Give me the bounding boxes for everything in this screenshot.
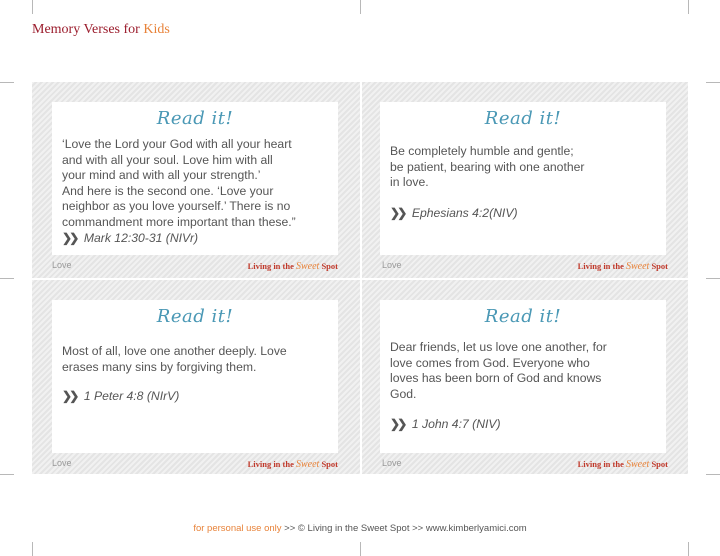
reference-text: 1 John 4:7 (NIV) [411, 417, 501, 431]
brand-text: Sweet [296, 459, 320, 470]
brand-text: Sweet [296, 261, 320, 272]
brand-text: Sweet [626, 459, 650, 470]
crop-mark [0, 278, 14, 279]
verse-line: And here is the second one. ‘Love your [62, 183, 274, 198]
reference-text: 1 Peter 4:8 (NIrV) [83, 389, 180, 403]
page-title-accent: Kids [143, 22, 170, 37]
verse-line: Be completely humble and gentle; [390, 144, 574, 158]
verse-line: your mind and with all your strength.’ [62, 168, 261, 183]
double-chevron-right-icon: ❯❯ [62, 231, 77, 245]
crop-mark [688, 0, 689, 14]
verse-line: in love. [390, 175, 429, 190]
verse-line: Dear friends, let us love one another, for [390, 340, 607, 354]
verse-text [390, 144, 656, 191]
reference-text: Ephesians 4:2(NIV) [411, 206, 518, 220]
card-body [380, 300, 666, 453]
verse-line: be patient, bearing with one another [390, 159, 585, 174]
crop-mark [706, 278, 720, 279]
card-topic: Love [382, 458, 402, 468]
copyright-text: >> © Living in the Sweet Spot >> www.kimberlyamici.com [284, 523, 527, 534]
verse-reference [390, 417, 501, 431]
crop-mark [32, 0, 33, 14]
verse-line: commandment more important than these.” [62, 214, 296, 229]
double-chevron-right-icon: ❯❯ [390, 206, 405, 220]
crop-mark [706, 82, 720, 83]
double-chevron-right-icon: ❯❯ [390, 417, 405, 431]
double-chevron-right-icon: ❯❯ [62, 389, 77, 403]
verse-line: Most of all, love one another deeply. Love [62, 344, 287, 358]
verse-line: and with all your soul. Love him with all [62, 152, 273, 167]
card-body [380, 102, 666, 255]
card-topic: Love [382, 260, 402, 270]
verse-line: loves has been born of God and knows [390, 371, 602, 386]
brand-logo [248, 459, 338, 470]
crop-mark [688, 542, 689, 556]
crop-mark [0, 474, 14, 475]
brand-logo [578, 459, 668, 470]
verse-text [62, 344, 328, 375]
card-heading: Read it! [156, 108, 234, 129]
card-topic: Love [52, 458, 72, 468]
brand-text: Living in the [577, 459, 624, 469]
verse-reference [390, 206, 518, 220]
card-sheet [32, 82, 688, 474]
crop-mark [0, 82, 14, 83]
verse-card [32, 280, 360, 476]
verse-line: neighbor as you love yourself.’ There is no [62, 199, 291, 214]
brand-text: Living in the [247, 459, 294, 469]
crop-mark [360, 542, 361, 556]
verse-reference [62, 231, 198, 245]
verse-card [32, 82, 360, 278]
verse-card [362, 82, 690, 278]
card-body [52, 300, 338, 453]
brand-text: Sweet [626, 261, 650, 272]
verse-line: erases many sins by forgiving them. [62, 359, 257, 374]
personal-use-note: for personal use only [193, 523, 282, 534]
verse-line: love comes from God. Everyone who [390, 355, 590, 370]
verse-reference [62, 389, 179, 403]
crop-mark [32, 542, 33, 556]
brand-text: Living in the [577, 261, 624, 271]
card-heading: Read it! [484, 108, 562, 129]
verse-text [62, 137, 328, 231]
page-title [32, 22, 170, 38]
verse-line: God. [390, 386, 417, 401]
brand-logo [248, 261, 338, 272]
brand-text: Spot [321, 261, 338, 271]
card-topic: Love [52, 260, 72, 270]
brand-logo [578, 261, 668, 272]
brand-text: Spot [321, 459, 338, 469]
card-body [52, 102, 338, 255]
brand-text: Spot [651, 459, 668, 469]
brand-text: Living in the [247, 261, 294, 271]
page-footer [0, 523, 720, 534]
card-heading: Read it! [484, 306, 562, 327]
page-title-main: Memory Verses for [32, 22, 140, 37]
reference-text: Mark 12:30-31 (NIVr) [83, 231, 199, 245]
verse-line: ‘Love the Lord your God with all your heart [62, 137, 292, 151]
verse-card [362, 280, 690, 476]
verse-text [390, 340, 656, 402]
card-heading: Read it! [156, 306, 234, 327]
crop-mark [706, 474, 720, 475]
crop-mark [360, 0, 361, 14]
brand-text: Spot [651, 261, 668, 271]
